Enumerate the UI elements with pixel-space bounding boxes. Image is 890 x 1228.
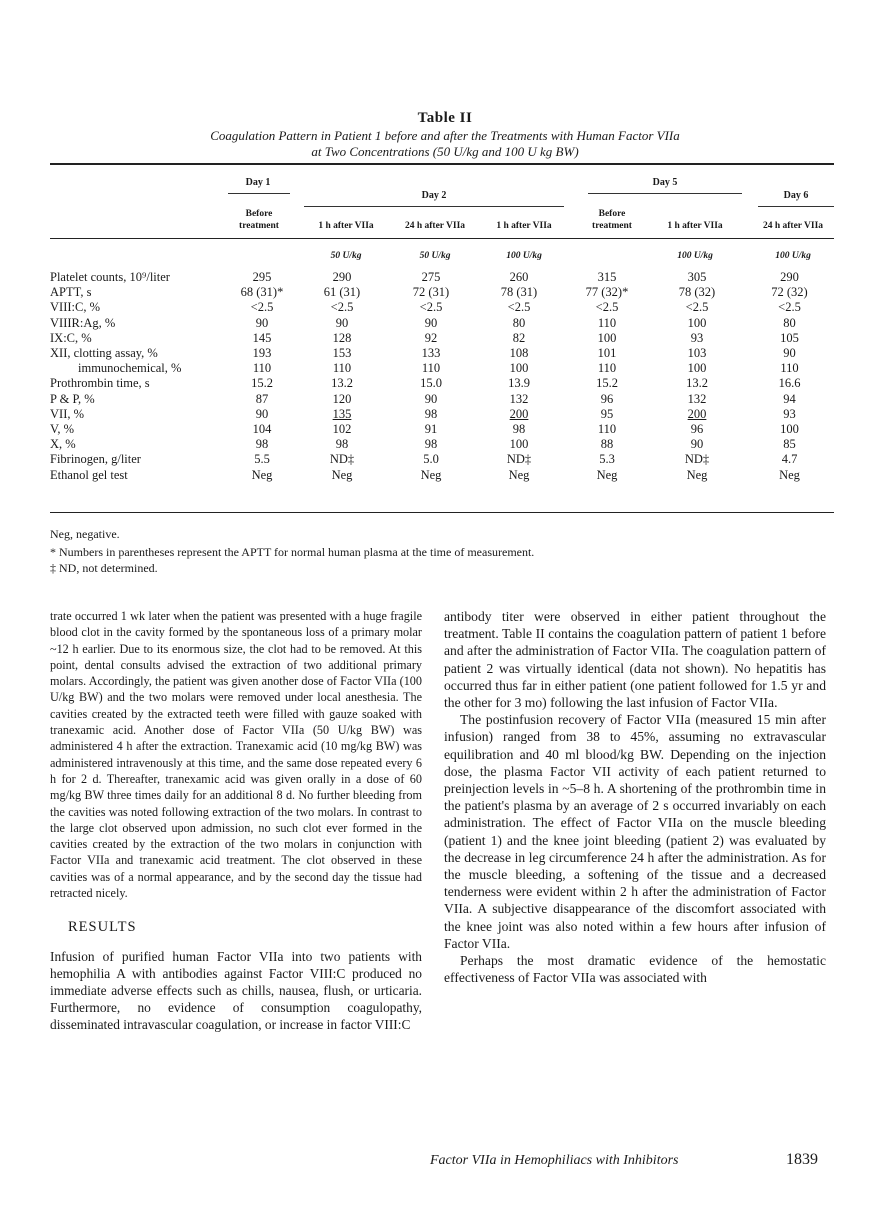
table-cell: 260 <box>509 270 529 285</box>
table-cell: 93 <box>783 406 796 421</box>
group-day-5-rule <box>588 193 742 194</box>
table-header-rule <box>50 238 834 239</box>
table-cell: 13.2 <box>686 376 708 391</box>
table-cell: 135 <box>332 406 352 421</box>
subheader-col-5-line-1: Before <box>598 209 626 219</box>
table-cell: Neg <box>251 467 273 482</box>
table-caption-line-2: at Two Concentrations (50 U/kg and 100 U kg BW) <box>311 144 579 159</box>
table-caption-line-1: Coagulation Pattern in Patient 1 before and after the Treatments with Human Factor VIIa <box>210 128 680 143</box>
table-cell: 100 <box>597 330 617 345</box>
table-cell: <2.5 <box>778 300 801 315</box>
table-row <box>50 392 836 407</box>
table-cell: 145 <box>252 330 272 345</box>
table-cell: 80 <box>512 315 526 330</box>
table-cell: <2.5 <box>419 300 443 315</box>
group-day-2-rule <box>304 206 564 207</box>
running-title: Factor VIIa in Hemophiliacs with Inhibitors <box>430 1153 679 1168</box>
right-text-column <box>444 608 826 986</box>
subheader-col-5-line-2: treatment <box>592 221 632 231</box>
dose-col-3: 50 U/kg <box>419 251 451 261</box>
subheader-col-7: 24 h after VIIa <box>762 221 824 231</box>
table-caption <box>100 128 790 160</box>
table-cell: 101 <box>597 346 617 361</box>
table-cell: 98 <box>512 421 526 436</box>
table-row <box>50 452 836 467</box>
table-cell: 85 <box>783 437 796 452</box>
dose-col-6: 100 U/kg <box>677 251 713 261</box>
table-cell: 90 <box>783 346 796 361</box>
table-row <box>50 361 836 376</box>
table-cell: 200 <box>509 406 529 421</box>
table-cell: 15.2 <box>251 376 273 391</box>
group-day-6: Day 6 <box>783 190 809 201</box>
table-cell: 13.9 <box>508 376 530 391</box>
table-cell: 15.0 <box>420 376 442 391</box>
table-cell: Neg <box>686 467 708 482</box>
table-cell: ND‡ <box>329 452 355 467</box>
table-cell: 275 <box>421 270 441 285</box>
table-cell: 4.7 <box>781 452 798 467</box>
table-cell: 133 <box>421 346 441 361</box>
table-cell: 104 <box>252 421 272 436</box>
table-cell: 78 (32) <box>678 285 716 300</box>
table-cell: 110 <box>780 361 799 376</box>
table-cell: 90 <box>424 315 438 330</box>
table-cell: 102 <box>332 421 352 436</box>
row-label: APTT, s <box>50 285 92 300</box>
table-cell: 5.0 <box>423 452 439 467</box>
table-cell: 90 <box>424 391 438 406</box>
table-row <box>50 376 836 391</box>
table-cell: 90 <box>255 406 269 421</box>
left-paragraph-2: Infusion of purified human Factor VIIa into two patients with hemophilia A with antibodies against Factor VIII:C produced no immediate adverse effects such as chills, nausea, flush, or urticaria. Furthermore, no evidence of consumption coagulopathy, disseminated intravascular coagulation, or increase in factor VIII:C <box>50 948 422 1033</box>
group-day-6-rule <box>758 206 834 207</box>
row-label: VIIIR:Ag, % <box>50 315 116 330</box>
subheader-col-1-line-1: Before <box>245 209 273 219</box>
table-cell: Neg <box>420 467 442 482</box>
table-cell: 94 <box>783 391 796 406</box>
table-cell: 16.6 <box>778 376 801 391</box>
row-label: immunochemical, % <box>78 361 182 376</box>
table-cell: 92 <box>424 330 438 345</box>
row-label: VIII:C, % <box>50 300 100 315</box>
results-heading: RESULTS <box>68 919 137 936</box>
table-title: Table II <box>417 110 473 126</box>
table-cell: 91 <box>424 421 438 436</box>
row-label: Platelet counts, 10⁹/liter <box>50 270 170 285</box>
table-cell: 305 <box>687 270 707 285</box>
right-paragraph-2: The postinfusion recovery of Factor VIIa (measured 15 min after infusion) ranged from 38 to 45%, assuming no extravascular equilibration and 40 ml blood/kg BW. Depending on the injection dose, the plasma Factor VII activity of each patient returned to preinjection levels in ~5–8 h. A shortening of the prothrombin time in the patient's plasma by an average of 2 s occurred invariably on each administration. The effect of Factor VIIa on the muscle bleeding (patient 1) and the knee joint bleeding (patient 2) was evaluated by the decrease in leg circumference 24 h after the administration. As for the muscle bleeding, a softening of the tissue and a decreased tenderness were evident within 2 h after the administration of Factor VIIa. A subjective disappearance of the discomfort associated with the knee joint was also noted within a few hours after infusion of Factor VIIa. <box>444 712 826 951</box>
row-label: V, % <box>50 421 75 436</box>
table-cell: <2.5 <box>250 300 274 315</box>
row-label: Ethanol gel test <box>50 467 128 482</box>
table-row <box>50 346 836 361</box>
table-cell: 96 <box>690 421 704 436</box>
footnote-neg: Neg, negative. <box>50 527 120 541</box>
subheader-col-3: 24 h after VIIa <box>404 221 466 231</box>
table-cell: 82 <box>512 330 526 345</box>
subheader-col-1 <box>224 208 294 232</box>
table-cell: ND‡ <box>506 452 532 467</box>
table-cell: <2.5 <box>507 300 531 315</box>
table-cell: 87 <box>255 391 269 406</box>
table-cell: Neg <box>596 467 618 482</box>
page-number: 1839 <box>786 1151 818 1168</box>
table-cell: 193 <box>252 346 272 361</box>
table-cell: 200 <box>687 406 707 421</box>
subheader-col-4: 1 h after VIIa <box>496 221 552 231</box>
table-cell: 90 <box>335 315 349 330</box>
table-cell: 132 <box>509 391 529 406</box>
table-cell: 68 (31)* <box>240 285 284 300</box>
table-cell: Neg <box>779 467 800 482</box>
row-label: P & P, % <box>50 391 95 406</box>
table-cell: 13.2 <box>331 376 353 391</box>
table-cell: 153 <box>332 346 352 361</box>
table-row <box>50 437 836 452</box>
table-cell: 77 (32)* <box>585 285 629 300</box>
row-label: Prothrombin time, s <box>50 376 150 391</box>
table-cell: 315 <box>597 270 617 285</box>
table-cell: 100 <box>509 361 529 376</box>
group-day-1-rule <box>228 193 290 194</box>
table-row <box>50 422 836 437</box>
table-cell: 120 <box>332 391 352 406</box>
table-bottom-rule <box>50 512 834 513</box>
table-cell: Neg <box>508 467 530 482</box>
row-label: VII, % <box>50 406 85 421</box>
dose-col-2: 50 U/kg <box>330 251 362 261</box>
group-day-2: Day 2 <box>421 190 447 201</box>
subheader-col-6: 1 h after VIIa <box>667 221 723 231</box>
table-cell: 72 (31) <box>412 285 450 300</box>
subheader-col-2: 1 h after VIIa <box>318 221 374 231</box>
right-paragraph-3: Perhaps the most dramatic evidence of the hemostatic effectiveness of Factor VIIa was associated with <box>444 953 826 986</box>
table-cell: 90 <box>255 315 269 330</box>
table-cell: 88 <box>600 437 614 452</box>
table-cell: 110 <box>597 361 617 376</box>
row-label: XII, clotting assay, % <box>50 346 158 361</box>
table-cell: 108 <box>509 346 529 361</box>
table-cell: 78 (31) <box>500 285 538 300</box>
table-row <box>50 316 836 331</box>
group-day-1: Day 1 <box>245 177 271 188</box>
table-cell: 295 <box>252 270 272 285</box>
table-row <box>50 270 836 285</box>
table-cell: 110 <box>597 421 617 436</box>
table-cell: 100 <box>687 361 707 376</box>
table-cell: 96 <box>600 391 614 406</box>
right-paragraph-1: antibody titer were observed in either patient throughout the treatment. Table II contains the coagulation pattern of patient 1 before and after the administration of Factor VIIa. The coagulation pattern of patient 2 was virtually identical (data not shown). No hepatitis has occurred thus far in either patient (one patient followed for 1.5 yr and the other for 3 mo) following the last infusion of Factor VIIa. <box>444 609 826 711</box>
table-cell: <2.5 <box>685 300 709 315</box>
table-top-rule <box>50 163 834 165</box>
table-cell: Neg <box>331 467 353 482</box>
subheader-col-5 <box>578 208 646 232</box>
table-row <box>50 300 836 315</box>
table-cell: 132 <box>687 391 707 406</box>
table-row <box>50 407 836 422</box>
table-cell: 95 <box>600 406 614 421</box>
table-cell: 110 <box>252 361 272 376</box>
table-cell: 80 <box>783 315 796 330</box>
dose-col-4: 100 U/kg <box>506 251 542 261</box>
table-cell: 98 <box>255 437 269 452</box>
table-row <box>50 285 836 300</box>
table-cell: 100 <box>780 421 799 436</box>
row-label: IX:C, % <box>50 330 92 345</box>
table-cell: ND‡ <box>684 452 710 467</box>
table-cell: 290 <box>780 270 799 285</box>
table-cell: 5.3 <box>599 452 615 467</box>
footnote-nd: ‡ ND, not determined. <box>50 561 158 575</box>
table-cell: 100 <box>687 315 707 330</box>
left-paragraph-1: trate occurred 1 wk later when the patient was presented with a huge fragile blood clot in the cavity formed by the spontaneous loss of a primary molar ~12 h earlier. Due to its enormous size, the clot had to be removed. At this point, dental consults advised the extraction of two additional primary molars. Accordingly, the patient was given another dose of Factor VIIa (100 U/kg BW) and the two molars were removed under local anesthesia. The cavities created by the extracted teeth were filled with gauze soaked with tranexamic acid. Another dose of Factor VIIa (50 U/kg BW) was administered 4 h after the extraction. Tranexamic acid (10 mg/kg BW) was administered intravenously at this time, and the same dose repeated every 6 h for 2 d. Thereafter, tranexamic acid was given orally in a dose of 60 mg/kg BW three times daily for an additional 8 d. No further bleeding from the cavities was noted following extraction of the two molars. In contrast to the large clot observed upon admission, no such clot ever formed in the cavities created by the extraction of the two molars in conjunction with Factor VIIa and tranexamic acid treatment. The clot observed in these cavities was of a normal appearance, and by the second day the tissue had retracted nicely. <box>50 609 422 901</box>
table-cell: <2.5 <box>595 300 619 315</box>
table-cell: 90 <box>690 437 704 452</box>
table-cell: 110 <box>597 315 617 330</box>
table-cell: 100 <box>509 437 529 452</box>
table-cell: 105 <box>780 330 799 345</box>
table-cell: 98 <box>424 437 438 452</box>
table-row <box>50 331 836 346</box>
table-cell: 15.2 <box>596 376 618 391</box>
row-label: Fibrinogen, g/liter <box>50 452 141 467</box>
footnote-aptt: * Numbers in parentheses represent the APTT for normal human plasma at the time of measurement. <box>50 545 535 559</box>
table-cell: 61 (31) <box>323 285 361 300</box>
table-cell: 110 <box>421 361 441 376</box>
left-text-column <box>50 608 422 1034</box>
group-day-5: Day 5 <box>652 177 678 188</box>
table-cell: 98 <box>424 406 438 421</box>
dose-col-7: 100 U/kg <box>775 251 811 261</box>
table-cell: 5.5 <box>254 452 270 467</box>
table-cell: 98 <box>335 437 349 452</box>
table-cell: 128 <box>332 330 352 345</box>
table-cell: <2.5 <box>330 300 354 315</box>
subheader-col-1-line-2: treatment <box>239 221 279 231</box>
table-row <box>50 467 836 482</box>
table-cell: 72 (32) <box>771 285 808 300</box>
coagulation-table <box>50 270 836 483</box>
table-cell: 103 <box>687 346 707 361</box>
table-cell: 93 <box>690 330 704 345</box>
row-label: X, % <box>50 437 76 452</box>
table-cell: 290 <box>332 270 352 285</box>
table-cell: 110 <box>332 361 352 376</box>
